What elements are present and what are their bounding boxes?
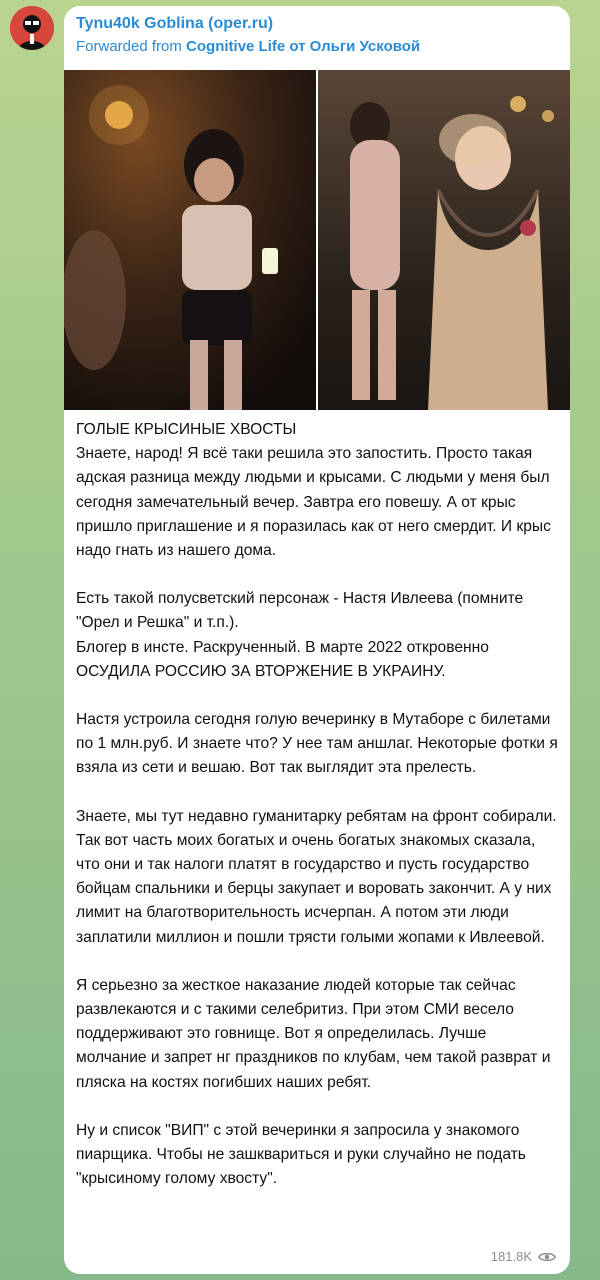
photo-2[interactable] [318, 70, 570, 410]
channel-avatar[interactable] [10, 6, 54, 50]
avatar-icon [10, 6, 54, 50]
paragraph-4: Знаете, мы тут недавно гуманитарку ребятам на фронт собирали. Так вот часть моих богатых и очень богатых знакомых сказала, что они и так налоги платят в государство и пусть государство бойцам спальники и берцы закупает и воровать закончит. А у них лимит на благотворительность исчерпан. А потом эти люди заплатили миллион и пошли трясти голыми жопами к Ивлеевой. [76, 807, 557, 946]
photo-album [64, 70, 570, 410]
paragraph-6: Ну и список "ВИП" с этой вечеринки я запросила у знакомого пиарщика. Чтобы не зашквариться и руки случайно не подать "крысиному голому хвосту". [76, 1121, 526, 1188]
forward-line [76, 36, 558, 58]
eye-icon [538, 1251, 556, 1263]
photo-1[interactable] [64, 70, 316, 410]
views-count: 181.8K [490, 1249, 532, 1264]
message-meta [491, 1249, 556, 1264]
message-text [76, 418, 560, 1215]
message-bubble [64, 6, 570, 1274]
paragraph-1: ГОЛЫЕ КРЫСИНЫЕ ХВОСТЫ Знаете, народ! Я всё таки решила это запостить. Просто такая адская разница между людьми и крысами. С людьми у меня был сегодня замечательный вечер. Завтра его повешу. А от крыс пришло приглашение и я поразилась как от него смердит. И крыс надо гнать из нашего дома. [76, 421, 551, 560]
paragraph-3: Настя устроила сегодня голую вечеринку в Мутаборе с билетами по 1 млн.руб. И знаете что? У нее там аншлаг. Некоторые фотки я взяла из сети и вешаю. Вот так выглядит эта прелесть. [76, 711, 558, 777]
sender-name[interactable]: Tynu40k Goblina (oper.ru) [76, 15, 274, 32]
forward-prefix: Forwarded from [76, 38, 182, 55]
paragraph-2: Есть такой полусветский персонаж - Настя Ивлеева (помните "Орел и Решка" и т.п.). Блогер в инсте. Раскрученный. В марте 2022 откровенно ОСУДИЛА РОССИЮ ЗА ВТОРЖЕНИЕ В УКРАИНУ. [76, 590, 524, 680]
paragraph-5: Я серьезно за жесткое наказание людей которые так сейчас развлекаются и с такими селебритиз. При этом СМИ весело поддерживают это говнище. Вот я определилась. Лучше молчание и запрет нг праздников по клубам, чем такой разврат и пляска на костях погибших наших ребят. [76, 976, 551, 1091]
forward-source-link[interactable]: Cognitive Life от Ольги Усковой [186, 38, 421, 55]
